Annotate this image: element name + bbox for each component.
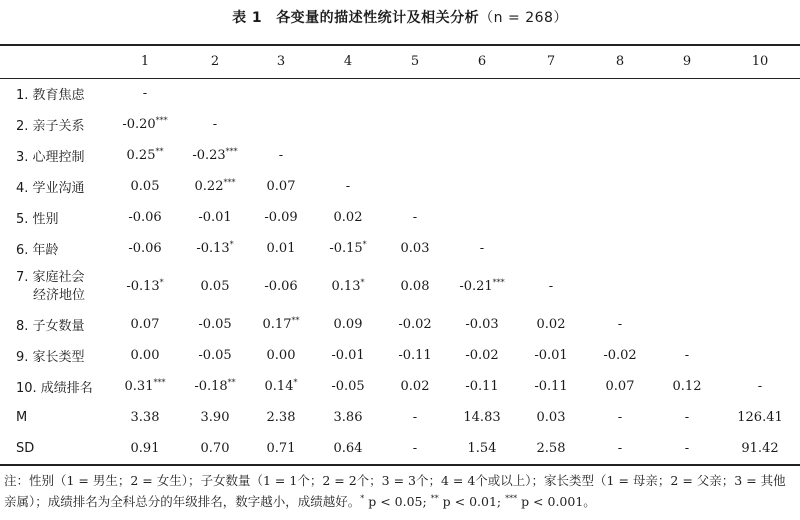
table-cell	[448, 264, 516, 309]
table-cell	[720, 433, 800, 464]
table-cell	[586, 402, 654, 433]
column-header: 9	[682, 54, 692, 69]
table-row	[0, 202, 800, 233]
cell-value: -	[212, 117, 218, 132]
table-cell	[448, 78, 516, 109]
sample-size: （n = 268）	[479, 10, 568, 26]
column-header	[0, 45, 108, 78]
cell-value: 3.86	[333, 410, 363, 425]
cell-value: -	[757, 379, 763, 394]
table-cell	[448, 202, 516, 233]
table-cell	[108, 233, 182, 264]
row-label-text: SD	[16, 441, 35, 456]
table-cell	[248, 202, 314, 233]
table-cell	[382, 202, 448, 233]
cell-value: 0.91	[130, 441, 160, 456]
significance-marker: *	[293, 378, 298, 387]
table-cell	[586, 340, 654, 371]
table-cell	[654, 109, 720, 140]
table-cell	[248, 171, 314, 202]
column-header: 2	[210, 54, 220, 69]
table-cell	[108, 309, 182, 340]
table-cell	[654, 264, 720, 309]
table-cell	[108, 78, 182, 109]
column-header: 1	[140, 54, 150, 69]
table-cell	[720, 264, 800, 309]
table-cell	[654, 402, 720, 433]
note-p-3: p < 0.001。	[517, 494, 596, 509]
table-cell	[720, 371, 800, 402]
table-cell	[382, 171, 448, 202]
row-label-text: 9. 家长类型	[16, 350, 85, 365]
cell-value: -	[479, 241, 485, 256]
column-header: 5	[410, 54, 420, 69]
correlation-table	[0, 45, 800, 464]
row-label-text: 6. 年龄	[16, 243, 59, 258]
cell-value: -	[684, 348, 690, 363]
significance-marker: ***	[155, 116, 168, 125]
table-cell	[314, 371, 382, 402]
cell-value: -0.03	[465, 317, 499, 332]
table-cell	[586, 264, 654, 309]
table-cell	[654, 202, 720, 233]
cell-value: -	[617, 441, 623, 456]
note-p-1: p < 0.05;	[364, 494, 431, 509]
table-cell	[586, 433, 654, 464]
row-label-text: 1. 教育焦虑	[16, 88, 85, 103]
table-cell	[654, 340, 720, 371]
table-cell	[448, 140, 516, 171]
cell-value: -0.06	[128, 210, 162, 225]
table-row	[0, 109, 800, 140]
column-header: 8	[615, 54, 625, 69]
table-cell	[516, 264, 586, 309]
cell-value: 0.07	[266, 179, 296, 194]
row-label	[0, 109, 108, 140]
significance-marker: **	[227, 378, 236, 387]
cell-value: -0.13	[196, 241, 230, 256]
table-cell	[314, 264, 382, 309]
table-cell	[182, 202, 248, 233]
table-body	[0, 78, 800, 464]
table-cell	[516, 109, 586, 140]
table-cell	[586, 233, 654, 264]
table-cell	[314, 202, 382, 233]
table-row	[0, 264, 800, 309]
table-cell	[720, 202, 800, 233]
table-cell	[586, 140, 654, 171]
table-cell	[314, 402, 382, 433]
table-row	[0, 140, 800, 171]
table-cell	[248, 233, 314, 264]
significance-marker: **	[291, 316, 300, 325]
cell-value: -0.01	[198, 210, 232, 225]
row-label	[0, 371, 108, 402]
table-cell	[382, 309, 448, 340]
cell-value: 0.02	[333, 210, 363, 225]
table-cell	[382, 78, 448, 109]
cell-value: -	[412, 410, 418, 425]
cell-value: -	[278, 148, 284, 163]
row-label	[0, 233, 108, 264]
row-label	[0, 140, 108, 171]
table-row	[0, 433, 800, 464]
table-cell	[382, 433, 448, 464]
table-cell	[516, 402, 586, 433]
table-cell	[654, 78, 720, 109]
table-row	[0, 402, 800, 433]
note-sig-3: ***	[505, 494, 518, 503]
cell-value: -	[412, 441, 418, 456]
cell-value: 0.17	[262, 317, 292, 332]
cell-value: 0.09	[333, 317, 363, 332]
cell-value: 2.38	[266, 410, 296, 425]
table-cell	[314, 78, 382, 109]
table-row	[0, 171, 800, 202]
cell-value: -0.05	[331, 379, 365, 394]
row-label	[0, 202, 108, 233]
row-label-text: 7. 家庭社会	[16, 269, 85, 285]
table-cell	[182, 109, 248, 140]
table-cell	[314, 140, 382, 171]
table-cell	[382, 371, 448, 402]
cell-value: -	[617, 410, 623, 425]
table-cell	[108, 171, 182, 202]
row-label-text-line2: 经济地位	[33, 287, 86, 303]
cell-value: 14.83	[463, 410, 501, 425]
table-cell	[448, 402, 516, 433]
table-cell	[314, 233, 382, 264]
row-label	[0, 402, 108, 433]
table-cell	[382, 340, 448, 371]
cell-value: -0.09	[264, 210, 298, 225]
table-cell	[314, 309, 382, 340]
note-p-2: p < 0.01;	[438, 494, 506, 509]
row-label-text: 5. 性别	[16, 212, 59, 227]
table-cell	[720, 78, 800, 109]
significance-marker: **	[155, 147, 164, 156]
significance-marker: *	[159, 278, 164, 287]
table-row	[0, 340, 800, 371]
table-cell	[108, 264, 182, 309]
cell-value: 0.02	[536, 317, 566, 332]
table-cell	[382, 233, 448, 264]
table-cell	[182, 140, 248, 171]
cell-value: -0.05	[198, 317, 232, 332]
cell-value: -0.06	[264, 279, 298, 294]
cell-value: 0.01	[266, 241, 296, 256]
table-cell	[182, 309, 248, 340]
table-cell	[108, 371, 182, 402]
table-title-text: 各变量的描述性统计及相关分析	[276, 10, 480, 26]
column-header: 4	[343, 54, 353, 69]
cell-value: -0.02	[603, 348, 637, 363]
row-label	[0, 433, 108, 464]
note-sig-1: *	[360, 494, 365, 503]
row-label	[0, 264, 108, 309]
table-cell	[654, 433, 720, 464]
table-row	[0, 309, 800, 340]
table-cell	[516, 433, 586, 464]
table-cell	[382, 109, 448, 140]
significance-marker: *	[360, 278, 365, 287]
table-cell	[448, 109, 516, 140]
significance-marker: ***	[223, 178, 236, 187]
cell-value: -	[684, 410, 690, 425]
table-cell	[516, 78, 586, 109]
cell-value: 0.31	[124, 379, 154, 394]
significance-marker: ***	[492, 278, 505, 287]
table-cell	[654, 233, 720, 264]
cell-value: -0.21	[459, 279, 493, 294]
cell-value: -0.02	[465, 348, 499, 363]
table-cell	[448, 340, 516, 371]
table-cell	[720, 140, 800, 171]
table-cell	[516, 233, 586, 264]
table-cell	[720, 402, 800, 433]
header-row	[0, 45, 800, 78]
table-cell	[586, 202, 654, 233]
row-label-text: 10. 成绩排名	[16, 381, 93, 396]
table-cell	[314, 109, 382, 140]
table-cell	[720, 233, 800, 264]
cell-value: -	[142, 86, 148, 101]
table-cell	[516, 340, 586, 371]
significance-marker: *	[362, 240, 367, 249]
table-row	[0, 233, 800, 264]
cell-value: 2.58	[536, 441, 566, 456]
table-cell	[586, 309, 654, 340]
cell-value: -0.11	[398, 348, 432, 363]
table-cell	[182, 171, 248, 202]
cell-value: -0.05	[198, 348, 232, 363]
table-cell	[516, 171, 586, 202]
bottom-rule	[0, 464, 800, 466]
column-header: 10	[751, 54, 769, 69]
cell-value: 0.71	[266, 441, 296, 456]
table-cell	[654, 309, 720, 340]
row-label-text: 4. 学业沟通	[16, 181, 85, 196]
cell-value: 0.05	[200, 279, 230, 294]
table-cell	[248, 140, 314, 171]
table-row	[0, 78, 800, 109]
table-cell	[108, 140, 182, 171]
cell-value: 0.14	[264, 379, 294, 394]
table-cell	[586, 78, 654, 109]
table-cell	[248, 340, 314, 371]
row-label	[0, 340, 108, 371]
table-cell	[516, 202, 586, 233]
table-cell	[182, 402, 248, 433]
table-cell	[586, 109, 654, 140]
cell-value: 0.03	[536, 410, 566, 425]
cell-value: -0.20	[122, 117, 156, 132]
table-cell	[382, 264, 448, 309]
table-cell	[448, 433, 516, 464]
cell-value: 126.41	[737, 410, 783, 425]
table-cell	[448, 171, 516, 202]
table-cell	[248, 402, 314, 433]
table-cell	[108, 202, 182, 233]
note-sig-2: **	[430, 494, 439, 503]
cell-value: 91.42	[741, 441, 779, 456]
cell-value: -0.18	[194, 379, 228, 394]
table-cell	[448, 233, 516, 264]
table-cell	[654, 171, 720, 202]
cell-value: -0.23	[192, 148, 226, 163]
table-cell	[314, 171, 382, 202]
table-number: 表 1	[232, 10, 263, 26]
cell-value: -	[617, 317, 623, 332]
column-header: 6	[477, 54, 487, 69]
table-cell	[182, 340, 248, 371]
table-cell	[182, 78, 248, 109]
cell-value: 0.13	[331, 279, 361, 294]
cell-value: -0.11	[465, 379, 499, 394]
cell-value: 0.25	[126, 148, 156, 163]
table-cell	[314, 340, 382, 371]
note-text: 注：性别（1 = 男生；2 = 女生）；子女数量（1 = 1个；2 = 2个；3 = 3个；4 = 4个或以上）；家长类型（1 = 母亲；2 = 父亲；3 = 其他亲属）；成绩排名为全科总分的年级排名，数字越小，成绩越好。	[4, 473, 786, 509]
table-cell	[654, 371, 720, 402]
significance-marker: ***	[225, 147, 238, 156]
cell-value: 1.54	[467, 441, 497, 456]
cell-value: -	[684, 441, 690, 456]
row-label	[0, 78, 108, 109]
table-cell	[382, 402, 448, 433]
cell-value: -0.11	[534, 379, 568, 394]
cell-value: -0.15	[329, 241, 363, 256]
row-label	[0, 309, 108, 340]
cell-value: -	[548, 279, 554, 294]
table-cell	[248, 309, 314, 340]
cell-value: 0.00	[130, 348, 160, 363]
table-cell	[720, 171, 800, 202]
cell-value: 0.00	[266, 348, 296, 363]
cell-value: 0.05	[130, 179, 160, 194]
column-header: 7	[546, 54, 556, 69]
cell-value: -0.02	[398, 317, 432, 332]
row-label-text: 3. 心理控制	[16, 150, 85, 165]
table-cell	[108, 109, 182, 140]
table-cell	[182, 233, 248, 264]
cell-value: -0.13	[126, 279, 160, 294]
cell-value: -0.06	[128, 241, 162, 256]
table-cell	[448, 371, 516, 402]
row-label-text: 8. 子女数量	[16, 319, 85, 334]
table-cell	[248, 78, 314, 109]
cell-value: 3.90	[200, 410, 230, 425]
table-cell	[182, 433, 248, 464]
cell-value: 0.08	[400, 279, 430, 294]
significance-marker: *	[229, 240, 234, 249]
table-cell	[314, 433, 382, 464]
row-label-text: 2. 亲子关系	[16, 119, 85, 134]
cell-value: 0.02	[400, 379, 430, 394]
table-cell	[182, 264, 248, 309]
row-label-text: M	[16, 410, 28, 425]
significance-marker: ***	[153, 378, 166, 387]
table-cell	[586, 371, 654, 402]
table-cell	[248, 264, 314, 309]
cell-value: 0.70	[200, 441, 230, 456]
cell-value: 0.22	[194, 179, 224, 194]
row-label	[0, 171, 108, 202]
table-cell	[182, 371, 248, 402]
table-cell	[720, 340, 800, 371]
table-cell	[720, 109, 800, 140]
cell-value: 0.03	[400, 241, 430, 256]
table-cell	[516, 140, 586, 171]
table-cell	[448, 309, 516, 340]
table-cell	[248, 109, 314, 140]
table-cell	[108, 402, 182, 433]
table-cell	[248, 371, 314, 402]
table-note	[4, 470, 796, 512]
table-title	[0, 8, 800, 28]
table-row	[0, 371, 800, 402]
table-cell	[720, 309, 800, 340]
cell-value: -0.01	[331, 348, 365, 363]
cell-value: -0.01	[534, 348, 568, 363]
table-cell	[586, 171, 654, 202]
table-cell	[108, 433, 182, 464]
table-cell	[654, 140, 720, 171]
table-cell	[248, 433, 314, 464]
table-cell	[382, 140, 448, 171]
cell-value: -	[412, 210, 418, 225]
cell-value: 3.38	[130, 410, 160, 425]
cell-value: 0.07	[605, 379, 635, 394]
table-cell	[108, 340, 182, 371]
column-header: 3	[276, 54, 286, 69]
table-cell	[516, 371, 586, 402]
cell-value: 0.07	[130, 317, 160, 332]
cell-value: -	[345, 179, 351, 194]
cell-value: 0.64	[333, 441, 363, 456]
table-cell	[516, 309, 586, 340]
cell-value: 0.12	[672, 379, 702, 394]
